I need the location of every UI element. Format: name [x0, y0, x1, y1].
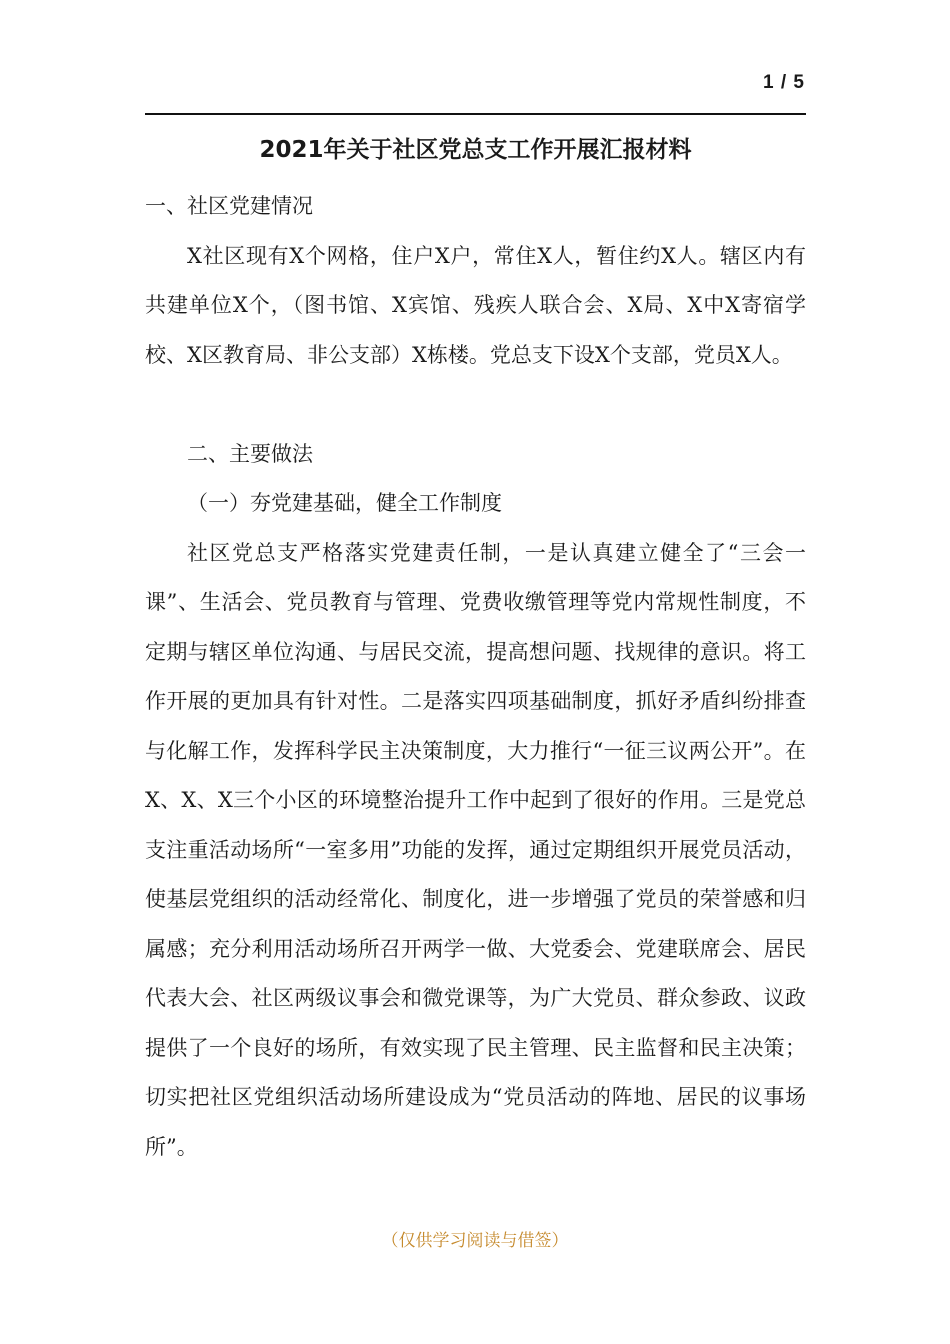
footer-note: （仅供学习阅读与借签）	[381, 1231, 569, 1251]
section-heading-main-practices: 二、主要做法	[187, 441, 313, 466]
subsection-heading-foundation: （一）夯党建基础，健全工作制度	[187, 491, 502, 515]
section-heading-party-building: 一、社区党建情况	[145, 194, 313, 218]
subsection-paragraph-systems: 社区党总支严格落实党建责任制，一是认真建立健全了“三会一课”、生活会、党员教育与管理、党费收缴管理等党内常规性制度，不定期与辖区单位沟通、与居民交流，提高想问题、找规律的意识。将工作开展的更加具有针对性。二是落实四项基础制度，抓好矛盾纠纷排查与化解工作，发挥科学民主决策制度，大力推行“一征三议两公开”。在X、X、X三个小区的环境整治提升工作中起到了很好的作用。三是党总支注重活动场所“一室多用”功能的发挥，通过定期组织开展党员活动，使基层党组织的活动经常化、制度化，进一步增强了党员的荣誉感和归属感；充分利用活动场所召开两学一做、大党委会、党建联席会、居民代表大会、社区两级议事会和微党课等，为广大党员、群众参政、议政提供了一个良好的场所，有效实现了民主管理、民主监督和民主决策；切实把社区党组织活动场所建设成为“党员活动的阵地、居民的议事场所”。	[145, 540, 806, 1159]
document-body	[145, 182, 806, 1172]
section-paragraph-community-overview: X社区现有X个网格，住户X户，常住X人，暂住约X人。辖区内有共建单位X个，（图书馆、X宾馆、残疾人联合会、X局、X中X寄宿学校、X区教育局、非公支部）X栋楼。党总支下设X个支部，党员X人。	[145, 243, 806, 367]
paragraph-gap	[145, 380, 806, 430]
document-title: 2021年关于社区党总支工作开展汇报材料	[259, 137, 692, 163]
page-number: 1 / 5	[763, 72, 805, 93]
header-divider	[145, 113, 806, 115]
